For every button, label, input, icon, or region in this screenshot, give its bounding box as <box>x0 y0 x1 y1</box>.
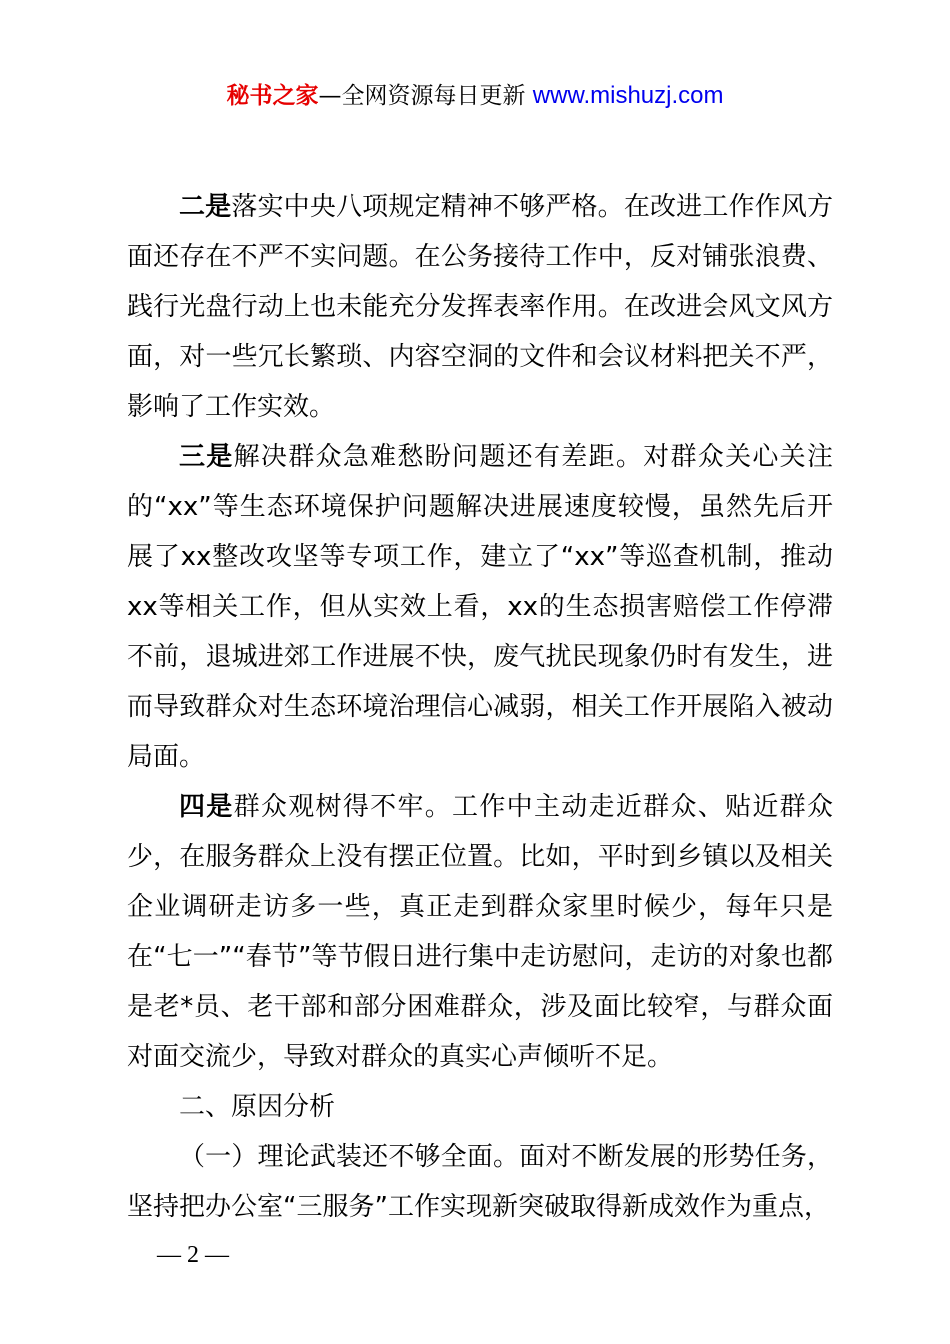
paragraph-text: 二、原因分析 <box>179 1092 336 1122</box>
paragraph-siShi <box>127 782 833 1082</box>
paragraph-text: 解决群众急难愁盼问题还有差距。对群众关心关注的“xx”等生态环境保护问题解决进展速度较慢，虽然先后开展了xx整改攻坚等专项工作，建立了“xx”等巡查机制，推动xx等相关工作，但从实效上看，xx的生态损害赔偿工作停滞不前，退城进郊工作进展不快，废气扰民现象仍时有发生，进而导致群众对生态环境治理信心减弱，相关工作开展陷入被动局面。 <box>127 442 833 772</box>
paragraph-theory <box>127 1132 833 1232</box>
header-brand: 秘书之家 <box>226 83 319 109</box>
page-number: — 2 — <box>157 1242 229 1268</box>
document-body <box>127 182 833 1232</box>
paragraph-sanShi <box>127 432 833 782</box>
header-slogan: —全网资源每日更新 <box>318 83 533 109</box>
paragraph-text: 落实中央八项规定精神不够严格。在改进工作作风方面还存在不严不实问题。在公务接待工作中，反对铺张浪费、践行光盘行动上也未能充分发挥表率作用。在改进会风文风方面，对一些冗长繁琐、内容空洞的文件和会议材料把关不严，影响了工作实效。 <box>127 192 833 422</box>
paragraph-erShi <box>127 182 833 432</box>
paragraph-lead: 三是 <box>179 442 234 472</box>
header-url-link[interactable]: www.mishuzj.com <box>532 82 724 109</box>
paragraph-text: （一）理论武装还不够全面。面对不断发展的形势任务，坚持把办公室“三服务”工作实现新突破取得新成效作为重点， <box>127 1142 833 1222</box>
paragraph-lead: 二是 <box>179 192 232 222</box>
site-header <box>0 80 950 112</box>
section-heading-cause-analysis <box>127 1082 833 1132</box>
paragraph-lead: 四是 <box>179 792 234 822</box>
paragraph-text: 群众观树得不牢。工作中主动走近群众、贴近群众少，在服务群众上没有摆正位置。比如，平时到乡镇以及相关企业调研走访多一些，真正走到群众家里时候少，每年只是在“七一”“春节”等节假日进行集中走访慰问，走访的对象也都是老*员、老干部和部分困难群众，涉及面比较窄，与群众面对面交流少，导致对群众的真实心声倾听不足。 <box>127 792 833 1072</box>
